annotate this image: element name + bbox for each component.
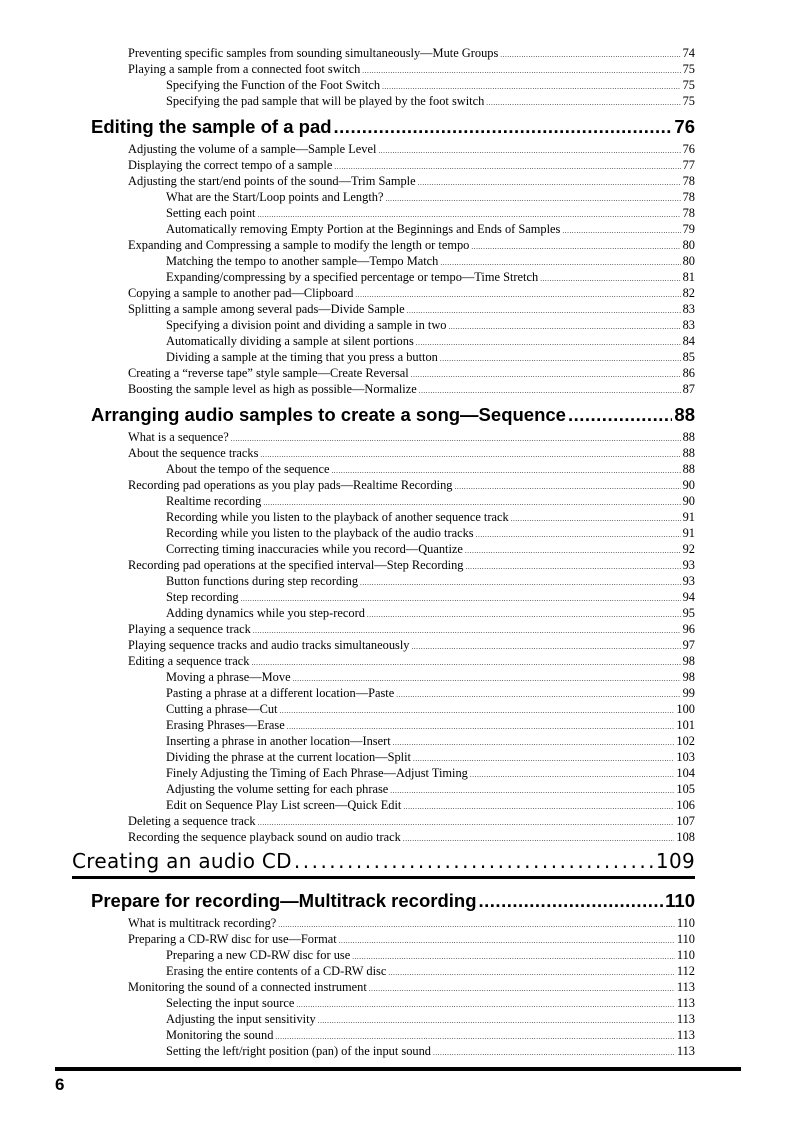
toc-title: Automatically removing Empty Portion at the Beginnings and Ends of Samples [166, 222, 561, 236]
toc-subentry [166, 190, 695, 205]
dot-leader [511, 515, 681, 523]
dot-leader [287, 723, 675, 731]
toc-entry [128, 478, 695, 493]
toc-page-number: 78 [682, 190, 695, 204]
toc-page-number: 78 [682, 174, 695, 188]
footer-rule [55, 1067, 741, 1071]
toc-section-heading [91, 404, 695, 426]
toc-title: Copying a sample to another pad—Clipboard [128, 286, 354, 300]
toc-title: Preventing specific samples from sounding simultaneously—Mute Groups [128, 46, 499, 60]
toc-page-number: 94 [682, 590, 695, 604]
dot-leader [382, 83, 681, 91]
toc-page-number: 95 [682, 606, 695, 620]
dot-leader [540, 275, 680, 283]
toc-page-number: 93 [682, 558, 695, 572]
toc-title: Monitoring the sound [166, 1028, 274, 1042]
toc-subentry [166, 494, 695, 509]
toc-title: Adjusting the input sensitivity [166, 1012, 316, 1026]
toc-page-number: 98 [682, 654, 695, 668]
dot-leader [476, 531, 681, 539]
toc-subentry [166, 510, 695, 525]
toc-page-number: 113 [676, 1044, 695, 1058]
toc-entry [128, 916, 695, 931]
dot-leader [263, 499, 680, 507]
toc-title: Editing a sequence track [128, 654, 250, 668]
toc-page-number: 104 [676, 766, 695, 780]
toc-subentry [166, 1012, 695, 1027]
dot-leader [388, 969, 675, 977]
toc-entry [128, 174, 695, 189]
toc-title: Dividing the phrase at the current location—Split [166, 750, 411, 764]
toc-page-number: 87 [682, 382, 695, 396]
toc-title: Erasing Phrases—Erase [166, 718, 285, 732]
toc-page-number: 96 [682, 622, 695, 636]
toc-title: Preparing a new CD-RW disc for use [166, 948, 351, 962]
toc-section-heading [91, 116, 695, 138]
toc-subentry [166, 948, 695, 963]
toc-page-number: 100 [676, 702, 695, 716]
toc-page-number: 83 [682, 302, 695, 316]
toc-title: Editing the sample of a pad [91, 116, 332, 137]
dot-leader [293, 675, 681, 683]
toc-page-number: 113 [676, 1012, 695, 1026]
toc-entry [128, 142, 695, 157]
toc-title: Moving a phrase—Move [166, 670, 291, 684]
dot-leader [362, 67, 680, 75]
toc-title: Creating a “reverse tape” style sample—Create Reversal [128, 366, 409, 380]
dot-leader [318, 1017, 675, 1025]
toc-page-number: 78 [682, 206, 695, 220]
toc-title: Arranging audio samples to create a song—Sequence [91, 404, 566, 425]
toc-page-number: 88 [682, 462, 695, 476]
toc-entry [128, 382, 695, 397]
dot-leader [334, 163, 680, 171]
toc-subentry [166, 750, 695, 765]
dot-leader [296, 1001, 675, 1009]
toc-entry [128, 638, 695, 653]
page-number: 6 [55, 1075, 65, 1094]
toc-title: What are the Start/Loop points and Length? [166, 190, 384, 204]
toc-title: Recording pad operations at the specified interval—Step Recording [128, 558, 464, 572]
dot-leader [260, 451, 680, 459]
toc-subentry [166, 1028, 695, 1043]
toc-entry [128, 158, 695, 173]
toc-title: Creating an audio CD [72, 849, 292, 873]
toc-page-number: 75 [682, 78, 695, 92]
toc-page-number: 88 [674, 404, 695, 425]
toc-title: Specifying the pad sample that will be played by the foot switch [166, 94, 485, 108]
toc-entry [128, 46, 695, 61]
toc-page-number: 75 [682, 62, 695, 76]
toc-title: Inserting a phrase in another location—Insert [166, 734, 391, 748]
toc-entry [128, 932, 695, 947]
dot-leader [440, 259, 680, 267]
dot-leader [369, 985, 675, 993]
toc-entry [128, 366, 695, 381]
toc-entry [128, 238, 695, 253]
dot-leader [418, 179, 681, 187]
dot-leader [253, 627, 681, 635]
dot-leader [257, 211, 680, 219]
toc-page-number: 97 [682, 638, 695, 652]
dot-leader [465, 563, 680, 571]
toc-page-number: 90 [682, 494, 695, 508]
toc-page-number: 79 [682, 222, 695, 236]
toc-page-number: 105 [676, 782, 695, 796]
toc-entry [128, 654, 695, 669]
toc-page-number: 86 [682, 366, 695, 380]
toc-title: Recording while you listen to the playback of another sequence track [166, 510, 509, 524]
toc-title: Setting each point [166, 206, 256, 220]
toc-title: Monitoring the sound of a connected instrument [128, 980, 367, 994]
toc-entry [128, 980, 695, 995]
dot-leader [390, 787, 674, 795]
toc-subentry [166, 222, 695, 237]
toc-page-number: 92 [682, 542, 695, 556]
toc-title: Matching the tempo to another sample—Tempo Match [166, 254, 439, 268]
toc-page-number: 91 [682, 526, 695, 540]
toc-entry [128, 62, 695, 77]
dot-leader [419, 387, 681, 395]
toc-page-number: 84 [682, 334, 695, 348]
toc-subentry [166, 1044, 695, 1059]
toc-section-heading [91, 890, 695, 912]
toc-subentry [166, 718, 695, 733]
toc-page-number: 75 [682, 94, 695, 108]
toc-title: Adding dynamics while you step-record [166, 606, 365, 620]
toc-subentry [166, 670, 695, 685]
toc-subentry [166, 996, 695, 1011]
toc-subentry [166, 734, 695, 749]
toc-title: Selecting the input source [166, 996, 295, 1010]
dot-leader [352, 953, 675, 961]
toc-title: Realtime recording [166, 494, 262, 508]
dot-leader [403, 803, 674, 811]
toc-subentry [166, 350, 695, 365]
toc-page-number: 82 [682, 286, 695, 300]
toc-page-number: 88 [682, 446, 695, 460]
toc-title: Preparing a CD-RW disc for use—Format [128, 932, 337, 946]
dot-leader [500, 51, 680, 59]
toc-title: Cutting a phrase—Cut [166, 702, 278, 716]
dot-leader [278, 921, 675, 929]
toc-subentry [166, 334, 695, 349]
toc-page-number: 85 [682, 350, 695, 364]
toc-title: Pasting a phrase at a different location—Paste [166, 686, 395, 700]
toc-page-number: 76 [674, 116, 695, 137]
dot-leader [433, 1049, 675, 1057]
dot-leader [393, 739, 675, 747]
dot-leader [367, 611, 681, 619]
toc-entry [128, 814, 695, 829]
dot-leader [455, 483, 681, 491]
toc-page-number: 90 [682, 478, 695, 492]
toc-subentry [166, 254, 695, 269]
toc-page-number: 110 [676, 948, 695, 962]
toc-title: Recording pad operations as you play pads—Realtime Recording [128, 478, 453, 492]
dot-leader [385, 195, 680, 203]
dot-leader [407, 307, 681, 315]
toc-entry [128, 286, 695, 301]
toc-subentry [166, 606, 695, 621]
toc-title: Prepare for recording—Multitrack recording [91, 890, 477, 911]
toc-title: Adjusting the start/end points of the sound—Trim Sample [128, 174, 416, 188]
dot-leader [479, 890, 664, 912]
toc-page-number: 113 [676, 1028, 695, 1042]
dot-leader [355, 291, 680, 299]
toc-title: Playing a sequence track [128, 622, 251, 636]
toc-page-number: 81 [682, 270, 695, 284]
dot-leader [280, 707, 675, 715]
toc-title: Specifying the Function of the Foot Switch [166, 78, 381, 92]
toc-subentry [166, 590, 695, 605]
toc-title: Step recording [166, 590, 239, 604]
toc-chapter-heading [72, 849, 695, 873]
toc-title: Expanding/compressing by a specified percentage or tempo—Time Stretch [166, 270, 539, 284]
toc-title: Recording while you listen to the playback of the audio tracks [166, 526, 474, 540]
toc-title: Specifying a division point and dividing a sample in two [166, 318, 447, 332]
toc-title: Adjusting the volume of a sample—Sample Level [128, 142, 377, 156]
dot-leader [241, 595, 681, 603]
toc-subentry [166, 702, 695, 717]
dot-leader [339, 937, 675, 945]
toc-title: Correcting timing inaccuracies while you record—Quantize [166, 542, 463, 556]
toc-subentry [166, 526, 695, 541]
dot-leader [470, 771, 675, 779]
toc-page-number: 77 [682, 158, 695, 172]
toc-page-number: 98 [682, 670, 695, 684]
toc-title: Boosting the sample level as high as possible—Normalize [128, 382, 417, 396]
toc-page-number: 99 [682, 686, 695, 700]
dot-leader [258, 819, 675, 827]
toc-title: About the tempo of the sequence [166, 462, 330, 476]
dot-leader [275, 1033, 674, 1041]
toc-subentry [166, 94, 695, 109]
dot-leader [331, 467, 680, 475]
toc-page-number: 101 [676, 718, 695, 732]
toc-page-number: 76 [682, 142, 695, 156]
toc-page-number: 91 [682, 510, 695, 524]
toc-page-number: 103 [676, 750, 695, 764]
toc-subentry [166, 318, 695, 333]
toc-page-number: 108 [676, 830, 695, 844]
toc-page-number: 110 [676, 932, 695, 946]
toc-subentry [166, 964, 695, 979]
dot-leader [413, 755, 674, 763]
toc-title: Splitting a sample among several pads—Divide Sample [128, 302, 405, 316]
toc-title: Setting the left/right position (pan) of the input sound [166, 1044, 431, 1058]
toc-title: Adjusting the volume setting for each phrase [166, 782, 389, 796]
toc-entry [128, 446, 695, 461]
toc-subentry [166, 542, 695, 557]
toc-page-number: 88 [682, 430, 695, 444]
toc-title: Automatically dividing a sample at silent portions [166, 334, 414, 348]
dot-leader [334, 116, 673, 138]
toc-title: Dividing a sample at the timing that you press a button [166, 350, 438, 364]
toc-page-number: 109 [655, 849, 695, 873]
toc-title: About the sequence tracks [128, 446, 259, 460]
toc-subentry [166, 798, 695, 813]
dot-leader [294, 849, 654, 873]
toc-page-number: 83 [682, 318, 695, 332]
toc-title: Playing a sample from a connected foot switch [128, 62, 361, 76]
dot-leader [403, 835, 675, 843]
toc-entry [128, 430, 695, 445]
toc-page-number: 113 [676, 980, 695, 994]
toc-entry [128, 830, 695, 845]
toc-page-number: 80 [682, 238, 695, 252]
toc-title: Finely Adjusting the Timing of Each Phrase—Adjust Timing [166, 766, 468, 780]
toc-title: What is a sequence? [128, 430, 229, 444]
dot-leader [360, 579, 681, 587]
toc-subentry [166, 462, 695, 477]
toc-page-number: 93 [682, 574, 695, 588]
dot-leader [440, 355, 681, 363]
dot-leader [251, 659, 680, 667]
toc-subentry [166, 782, 695, 797]
toc-entry [128, 302, 695, 317]
dot-leader [568, 404, 672, 426]
dot-leader [416, 339, 681, 347]
toc-page-number: 110 [676, 916, 695, 930]
toc-entry [128, 558, 695, 573]
toc-page-number: 112 [676, 964, 695, 978]
toc-page-number: 107 [676, 814, 695, 828]
dot-leader [448, 323, 680, 331]
dot-leader [471, 243, 680, 251]
toc-subentry [166, 270, 695, 285]
dot-leader [231, 435, 681, 443]
toc-entry [128, 622, 695, 637]
toc-title: Recording the sequence playback sound on audio track [128, 830, 401, 844]
toc-page-number: 106 [676, 798, 695, 812]
dot-leader [411, 371, 681, 379]
toc-title: Edit on Sequence Play List screen—Quick Edit [166, 798, 402, 812]
toc-title: Erasing the entire contents of a CD-RW disc [166, 964, 387, 978]
toc-title: What is multitrack recording? [128, 916, 277, 930]
dot-leader [486, 99, 680, 107]
dot-leader [562, 227, 680, 235]
toc-page-number: 102 [676, 734, 695, 748]
toc-title: Button functions during step recording [166, 574, 359, 588]
toc-subentry [166, 686, 695, 701]
toc-subentry [166, 78, 695, 93]
toc-page-number: 113 [676, 996, 695, 1010]
dot-leader [378, 147, 680, 155]
toc-subentry [166, 766, 695, 781]
toc-page-number: 74 [682, 46, 695, 60]
toc-title: Displaying the correct tempo of a sample [128, 158, 333, 172]
toc-title: Playing sequence tracks and audio tracks simultaneously [128, 638, 410, 652]
toc-title: Deleting a sequence track [128, 814, 256, 828]
dot-leader [411, 643, 680, 651]
toc-page-number: 110 [665, 890, 695, 911]
toc-subentry [166, 574, 695, 589]
toc-page-number: 80 [682, 254, 695, 268]
dot-leader [465, 547, 681, 555]
toc-title: Expanding and Compressing a sample to modify the length or tempo [128, 238, 470, 252]
chapter-rule [72, 876, 695, 879]
dot-leader [396, 691, 680, 699]
toc-subentry [166, 206, 695, 221]
